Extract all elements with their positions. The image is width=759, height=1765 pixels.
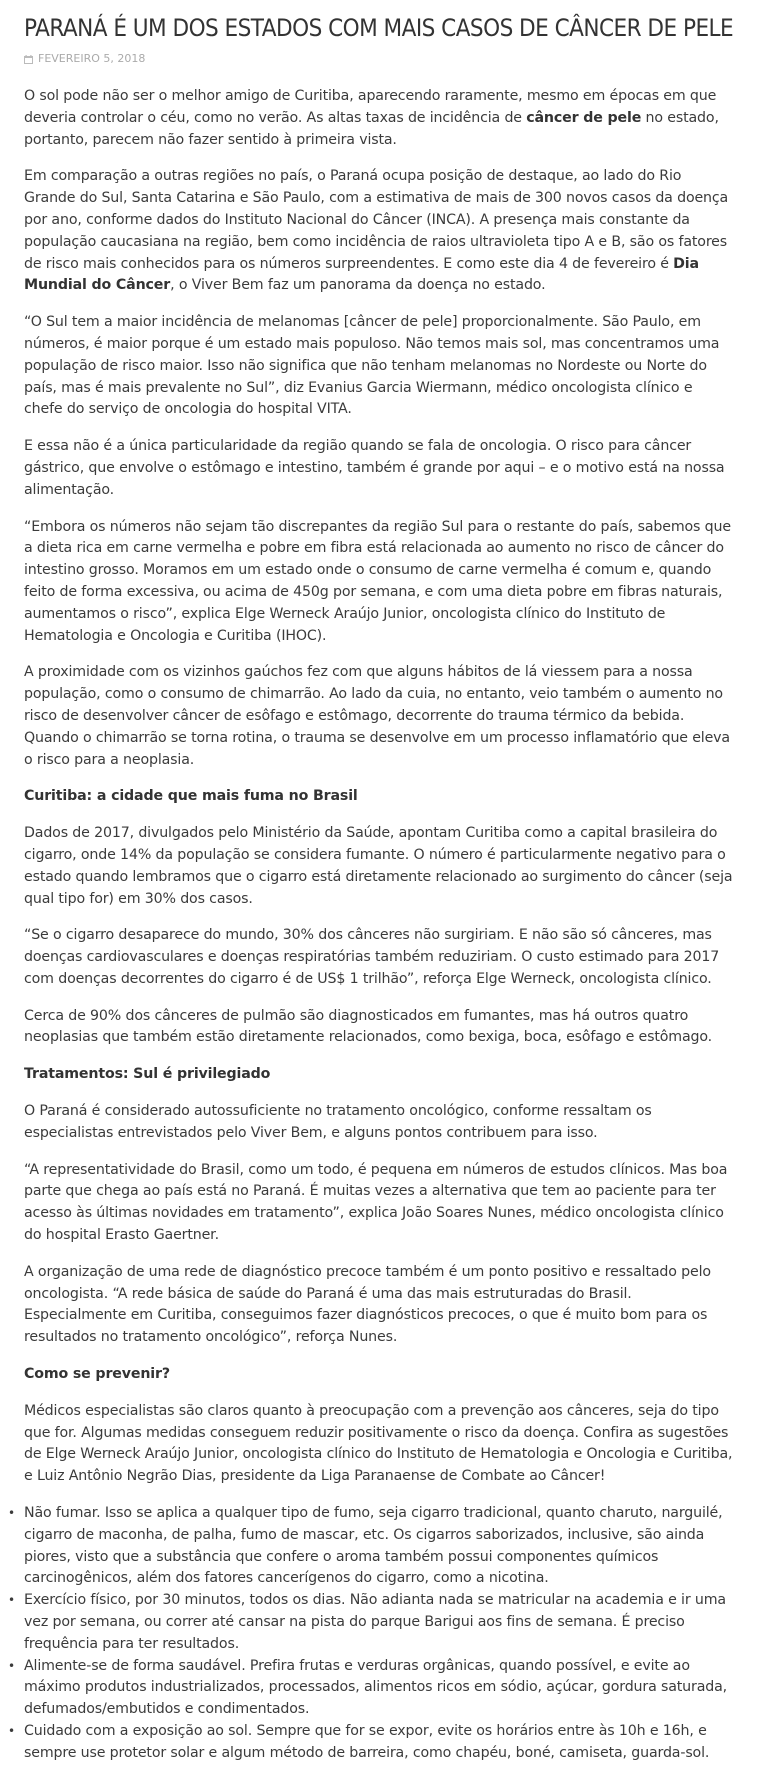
article-body bbox=[8, 86, 735, 1765]
list-item: • Alimente-se de forma saudável. Prefira frutas e verduras orgânicas, quando possível, e evite ao máximo produtos industrializados, processados, alimentos ricos em sódio, açúcar, gordura saturada, defumados/embutidos e condimentados. bbox=[8, 1657, 728, 1718]
link-cancer-de-pele[interactable]: câncer de pele bbox=[526, 109, 642, 126]
paragraph: “Se o cigarro desaparece do mundo, 30% dos cânceres não surgiriam. E não são só cânceres, mas doenças cardiovasculares e doenças respiratórias também reduziriam. O custo estimado para 2017 com doenças decorrentes do cigarro é de US$ 1 trilhão”, reforça Elge Werneck, oncologista clínico. bbox=[24, 927, 720, 987]
paragraph: Cerca de 90% dos cânceres de pulmão são diagnosticados em fumantes, mas há outros quatro neoplasias que também estão diretamente relacionados, como bexiga, boca, esôfago e estômago. bbox=[24, 1007, 712, 1046]
calendar-icon bbox=[24, 54, 33, 63]
paragraph: A organização de uma rede de diagnóstico precoce também é um ponto positivo e ressaltado pelo oncologista. “A rede básica de saúde do Paraná é uma das mais estruturadas do Brasil. Especialmente em Curitiba, conseguimos fazer diagnósticos precoces, o que é muito bom para os resultados no tratamento oncológico”, reforça Nunes. bbox=[24, 1263, 711, 1346]
section-heading: Como se prevenir? bbox=[24, 1366, 170, 1383]
article-meta bbox=[24, 50, 735, 66]
paragraph: Dados de 2017, divulgados pelo Ministério da Saúde, apontam Curitiba como a capital brasileira do cigarro, onde 14% da população se considera fumante. O número é particularmente negativo para o estado quando lembramos que o cigarro está diretamente relacionado ao surgimento do câncer (seja qual tipo for) em 30% dos casos. bbox=[24, 825, 733, 907]
section-heading: Curitiba: a cidade que mais fuma no Brasil bbox=[24, 788, 358, 805]
list-item: • Cuidado com a exposição ao sol. Sempre que for se expor, evite os horários entre às 10h e 16h, e sempre use protetor solar e algum método de barreira, como chapéu, boné, camiseta, guarda-sol. bbox=[8, 1723, 710, 1761]
paragraph: O Paraná é considerado autossuficiente no tratamento oncológico, conforme ressaltam os especialistas entrevistados pelo Viver Bem, e alguns pontos contribuem para isso. bbox=[24, 1103, 652, 1141]
paragraph: “O Sul tem a maior incidência de melanomas [câncer de pele] proporcionalmente. São Paulo, em números, é maior porque é um estado mais populoso. Não temos mais sol, mas concentramos uma população de risco maior. Isso não significa que não tenham melanomas no Nordeste ou Norte do país, mas é mais prevalente no Sul”, diz Evanius Garcia Wiermann, médico oncologista clínico e chefe do serviço de oncologia do hospital VITA. bbox=[24, 314, 720, 418]
paragraph: Médicos especialistas são claros quanto à preocupação com a prevenção aos cânceres, seja do tipo que for. Algumas medidas conseguem reduzir positivamente o risco da doença. Confira as sugestões de Elge Werneck Araújo Junior, oncologista clínico do Instituto de Hematologia e Oncologia e Curitiba, e Luiz Antônio Negrão Dias, presidente da Liga Paranaense de Combate ao Câncer! bbox=[24, 1402, 733, 1485]
link-dia-mundial[interactable]: Dia Mundial do Câncer bbox=[24, 255, 699, 294]
paragraph: “Embora os números não sejam tão discrepantes da região Sul para o restante do país, sabemos que a dieta rica em carne vermelha e pobre em fibra está relacionada ao aumento no risco de câncer do intestino grosso. Moramos em um estado onde o consumo de carne vermelha é comum e, quando feito de forma excessiva, ou acima de 450g por semana, e com uma dieta pobre em fibras naturais, aumentamos o risco”, explica Elge Werneck Araújo Junior, oncologista clínico do Instituto de Hematologia e Oncologia e Curitiba (IHOC). bbox=[24, 518, 731, 644]
article-title: PARANÁ É UM DOS ESTADOS COM MAIS CASOS DE CÂNCER DE PELE bbox=[24, 14, 734, 42]
paragraph: Em comparação a outras regiões no país, o Paraná ocupa posição de destaque, ao lado do Rio Grande do Sul, Santa Catarina e São Paulo, com a estimativa de mais de 300 novos casos da doença por ano, conforme dados do Instituto Nacional do Câncer (INCA). A presença mais constante da população caucasiana na região, bem como incidência de raios ultravioleta tipo A e B, são os fatores de risco mais conhecidos para os números surpreendentes. E como este dia 4 de fevereiro é Dia Mundial do Câncer, o Viver Bem faz um panorama da doença no estado. bbox=[24, 168, 729, 294]
list-item: • Não fumar. Isso se aplica a qualquer tipo de fumo, seja cigarro tradicional, quanto charuto, narguilé, cigarro de maconha, de palha, fumo de mascar, etc. Os cigarros saborizados, inclusive, são ainda piores, visto que a substância que confere o aroma também possui componentes químicos carcinogênicos, além dos fatores cancerígenos do cigarro, como a nicotina. bbox=[8, 1505, 723, 1587]
paragraph: O sol pode não ser o melhor amigo de Curitiba, aparecendo raramente, mesmo em épocas em que deveria controlar o céu, como no verão. As altas taxas de incidência de câncer de pele no estado, portanto, parecem não fazer sentido à primeira vista. bbox=[24, 88, 719, 148]
paragraph: “A representatividade do Brasil, como um todo, é pequena em números de estudos clínicos. Mas boa parte que chega ao país está no Paraná. É muitas vezes a alternativa que tem ao paciente para ter acesso às últimas novidades em tratamento”, explica João Soares Nunes, médico oncologista clínico do hospital Erasto Gaertner. bbox=[24, 1161, 728, 1244]
list-item: • Exercício físico, por 30 minutos, todos os dias. Não adianta nada se matricular na academia e ir uma vez por semana, ou correr até cansar na pista do parque Barigui aos fins de semana. É preciso frequência para ter resultados. bbox=[8, 1592, 726, 1652]
section-heading: Tratamentos: Sul é privilegiado bbox=[24, 1066, 271, 1083]
prevention-tips-list bbox=[8, 1503, 735, 1765]
article-date: FEVEREIRO 5, 2018 bbox=[38, 51, 146, 65]
paragraph: A proximidade com os vizinhos gaúchos fez com que alguns hábitos de lá viessem para a nossa população, como o consumo de chimarrão. Ao lado da cuia, no entanto, veio também o aumento no risco de desenvolver câncer de esôfago e estômago, decorrente do trauma térmico da bebida. Quando o chimarrão se torna rotina, o trauma se desenvolve em um processo inflamatório que eleva o risco para a neoplasia. bbox=[24, 664, 730, 768]
paragraph: E essa não é a única particularidade da região quando se fala de oncologia. O risco para câncer gástrico, que envolve o estômago e intestino, também é grande por aqui – e o motivo está na nossa alimentação. bbox=[24, 438, 725, 498]
